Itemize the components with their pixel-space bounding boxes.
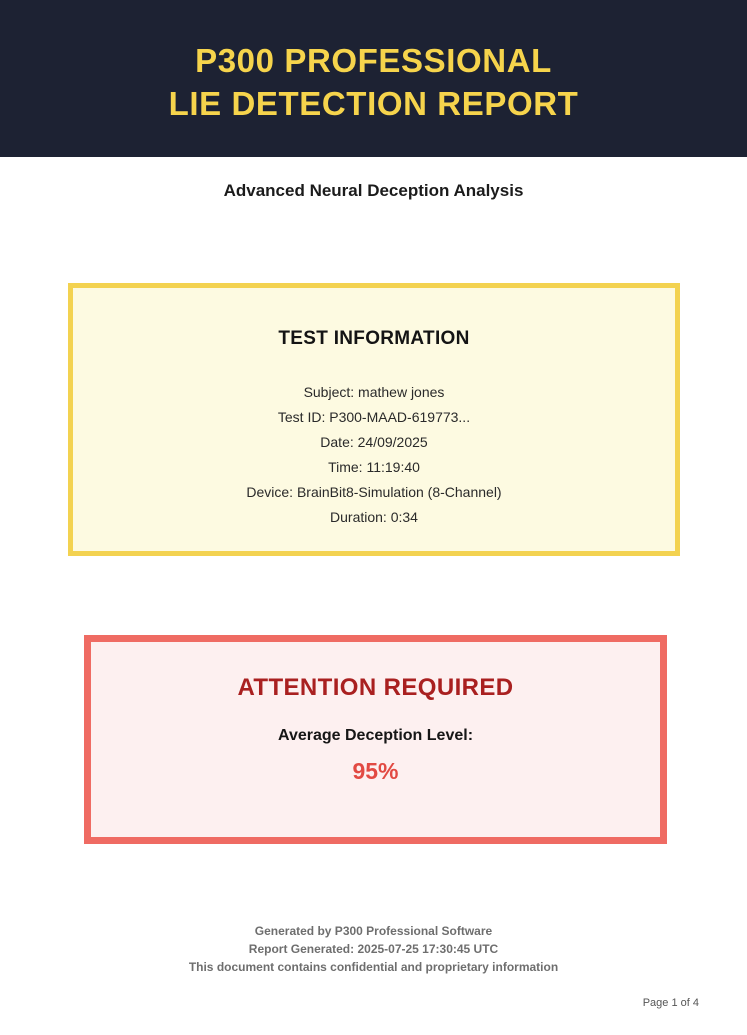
footer-confidentiality-notice: This document contains confidential and proprietary information	[188, 960, 559, 974]
test-information-card	[68, 283, 680, 556]
attention-required-card	[84, 635, 667, 844]
test-information-test-id: Test ID: P300-MAAD-619773...	[277, 409, 471, 425]
attention-required-title: ATTENTION REQUIRED	[237, 674, 514, 701]
page-number: Page 1 of 4	[642, 997, 699, 1009]
test-information-subject: Subject: mathew jones	[303, 384, 445, 400]
test-information-rows	[73, 380, 675, 530]
average-deception-level-value: 95%	[352, 758, 399, 784]
report-footer	[0, 922, 747, 976]
test-information-time: Time: 11:19:40	[328, 459, 420, 475]
footer-generated-by: Generated by P300 Professional Software	[254, 924, 493, 938]
report-title-line-1: P300 PROFESSIONAL	[195, 41, 552, 79]
test-information-device: Device: BrainBit8-Simulation (8-Channel)	[246, 484, 502, 500]
test-information-title: TEST INFORMATION	[278, 328, 470, 349]
average-deception-level-label: Average Deception Level:	[277, 727, 474, 744]
test-information-date: Date: 24/09/2025	[320, 434, 428, 450]
report-title-line-2: LIE DETECTION REPORT	[168, 84, 579, 122]
report-subtitle: Advanced Neural Deception Analysis	[223, 181, 524, 200]
report-header-banner	[0, 0, 747, 157]
test-information-duration: Duration: 0:34	[330, 509, 418, 525]
footer-report-generated: Report Generated: 2025-07-25 17:30:45 UTC	[248, 942, 499, 956]
